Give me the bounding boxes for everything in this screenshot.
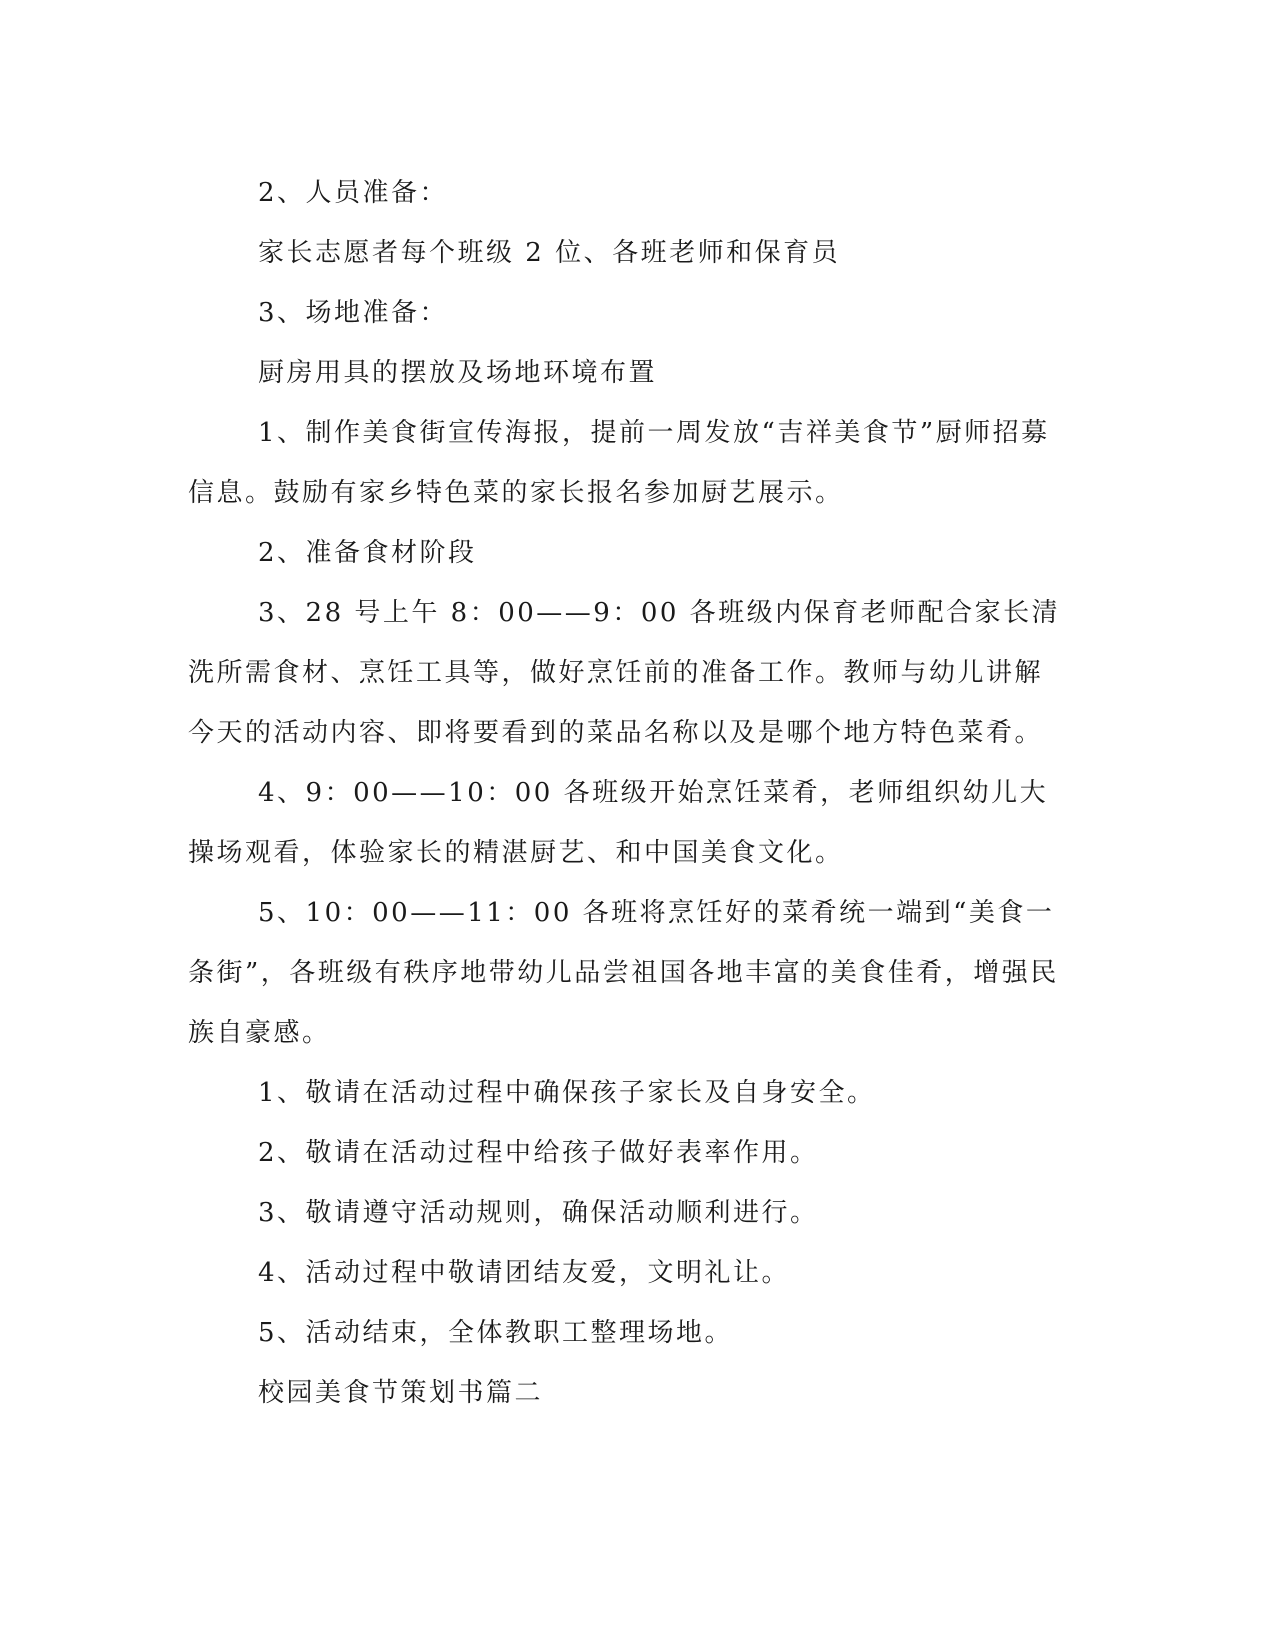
section-heading: 校园美食节策划书篇二 (258, 1378, 544, 1408)
document-body (188, 163, 1068, 1423)
paragraph: 3、场地准备： (258, 298, 449, 328)
paragraph: 3、敬请遵守活动规则，确保活动顺利进行。 (258, 1198, 819, 1228)
paragraph: 2、敬请在活动过程中给孩子做好表率作用。 (258, 1138, 819, 1168)
paragraph: 2、人员准备： (258, 178, 449, 208)
paragraph: 4、活动过程中敬请团结友爱，文明礼让。 (258, 1258, 791, 1288)
paragraph: 厨房用具的摆放及场地环境布置 (258, 358, 658, 388)
paragraph: 5、活动结束，全体教职工整理场地。 (258, 1318, 734, 1348)
paragraph: 家长志愿者每个班级 2 位、各班老师和保育员 (258, 238, 841, 268)
paragraph: 3、28 号上午 8：00——9：00 各班级内保育老师配合家长清洗所需食材、烹饪工具等，做好烹饪前的准备工作。教师与幼儿讲解今天的活动内容、即将要看到的菜品名称以及是哪个地方特色菜肴。 (188, 598, 1061, 748)
paragraph: 1、敬请在活动过程中确保孩子家长及自身安全。 (258, 1078, 876, 1108)
paragraph: 2、准备食材阶段 (258, 538, 477, 568)
paragraph: 5、10：00——11：00 各班将烹饪好的菜肴统一端到“美食一条街”，各班级有秩序地带幼儿品尝祖国各地丰富的美食佳肴，增强民族自豪感。 (188, 898, 1059, 1048)
paragraph: 1、制作美食街宣传海报，提前一周发放“吉祥美食节”厨师招募信息。鼓励有家乡特色菜的家长报名参加厨艺展示。 (188, 418, 1050, 508)
paragraph: 4、9：00——10：00 各班级开始烹饪菜肴，老师组织幼儿大操场观看，体验家长的精湛厨艺、和中国美食文化。 (188, 778, 1049, 868)
